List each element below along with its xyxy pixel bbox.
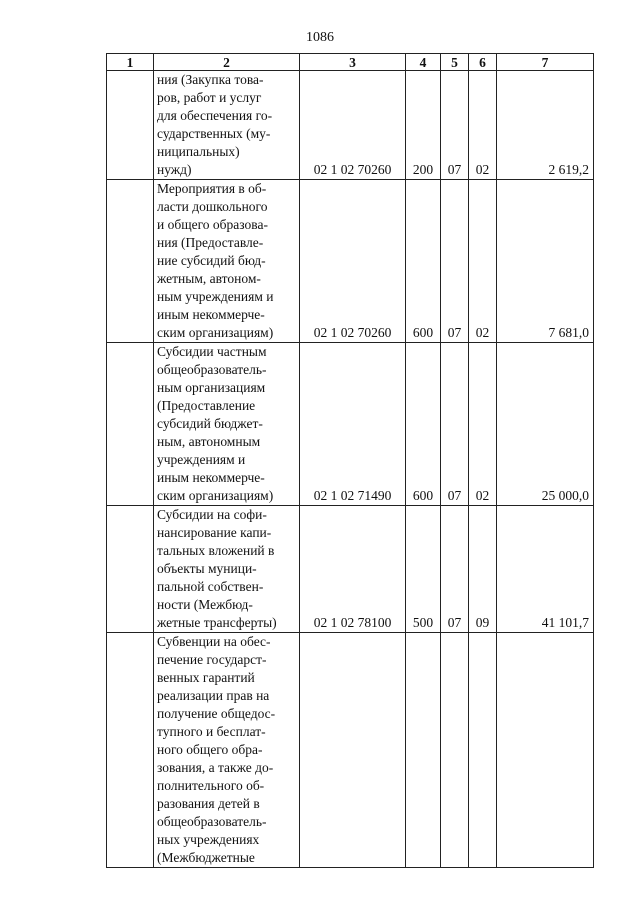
section-code: 07 [441,71,469,180]
table-row [107,71,594,180]
table-row [107,180,594,343]
table-row [107,506,594,633]
column-header: 1 [107,54,154,71]
target-code: 02 1 02 70260 [300,180,406,343]
column-header: 5 [441,54,469,71]
subsection-code: 02 [469,343,497,506]
expense-type [406,633,441,868]
expense-type: 600 [406,343,441,506]
subsection-code [469,633,497,868]
section-code: 07 [441,180,469,343]
subsection-code: 09 [469,506,497,633]
amount: 41 101,7 [497,506,594,633]
column-header: 4 [406,54,441,71]
row-number-cell [107,71,154,180]
item-name: ния (Закупка това- ров, работ и услуг для обеспечения го- сударственных (му- ниципальных) нужд) [154,71,300,180]
budget-table [106,53,594,868]
row-number-cell [107,506,154,633]
target-code: 02 1 02 70260 [300,71,406,180]
expense-type: 600 [406,180,441,343]
section-code: 07 [441,343,469,506]
row-number-cell [107,343,154,506]
column-header: 2 [154,54,300,71]
target-code [300,633,406,868]
page-number: 1086 [306,30,334,45]
amount: 7 681,0 [497,180,594,343]
expense-type: 200 [406,71,441,180]
target-code: 02 1 02 71490 [300,343,406,506]
expense-type: 500 [406,506,441,633]
item-name: Субсидии частным общеобразователь- ным организациям (Предоставление субсидий бюджет- ным, автономным учреждениям и иным некоммерче- ским организациям) [154,343,300,506]
column-header: 6 [469,54,497,71]
item-name: Субсидии на софи- нансирование капи- тальных вложений в объекты муници- пальной собствен- ности (Межбюд- жетные трансферты) [154,506,300,633]
amount [497,633,594,868]
subsection-code: 02 [469,180,497,343]
table-row [107,343,594,506]
column-header: 3 [300,54,406,71]
column-header: 7 [497,54,594,71]
target-code: 02 1 02 78100 [300,506,406,633]
amount: 2 619,2 [497,71,594,180]
subsection-code: 02 [469,71,497,180]
item-name: Субвенции на обес- печение государст- венных гарантий реализации прав на получение общедос- тупного и бесплат- ного общего обра- зования, а также до- полнительного об- разования детей в общеобразователь- ных учреждениях (Межбюджетные [154,633,300,868]
section-code: 07 [441,506,469,633]
amount: 25 000,0 [497,343,594,506]
row-number-cell [107,633,154,868]
header-row [107,54,594,71]
section-code [441,633,469,868]
item-name: Мероприятия в об- ласти дошкольного и общего образова- ния (Предоставле- ние субсидий бюд- жетным, автоном- ным учреждениям и иным некоммерче- ским организациям) [154,180,300,343]
table-row [107,633,594,868]
row-number-cell [107,180,154,343]
